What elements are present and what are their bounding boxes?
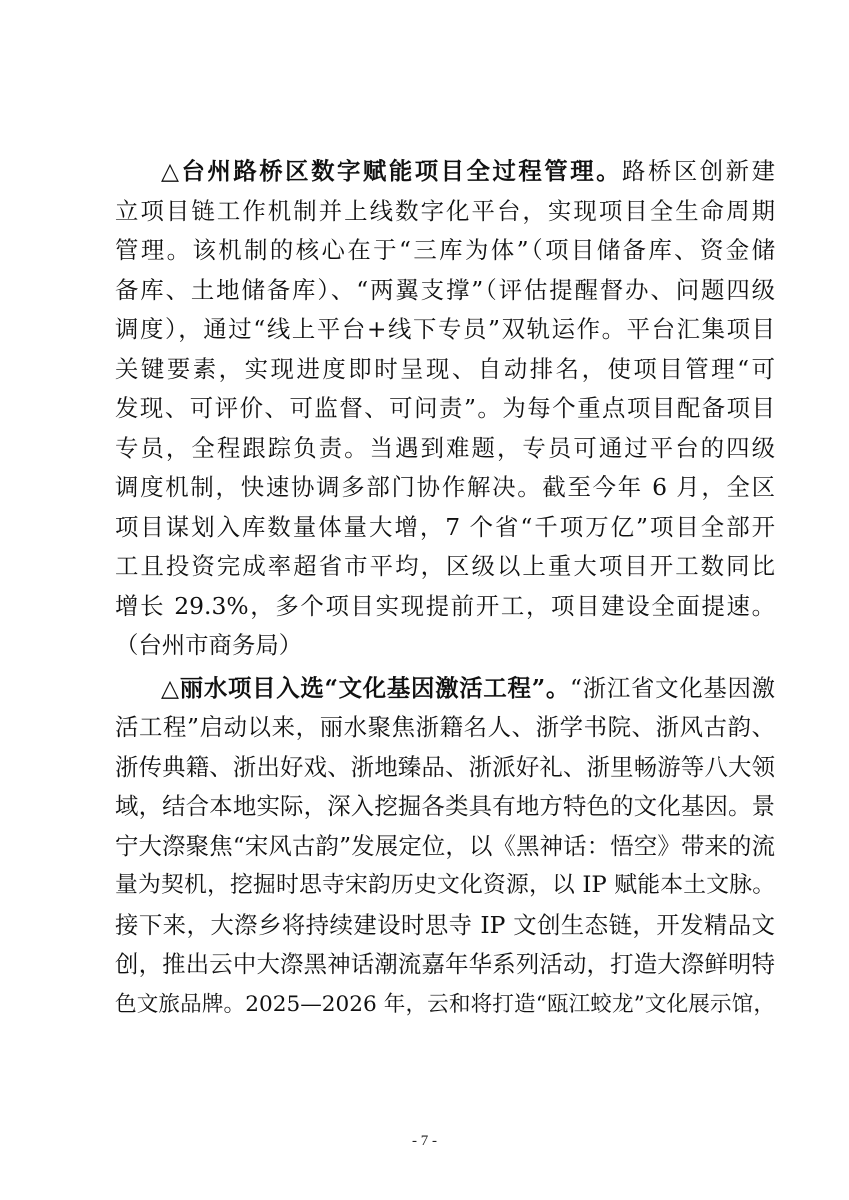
paragraph-1-heading: △台州路桥区数字赋能项目全过程管理。	[161, 157, 623, 185]
paragraph-1-line: 调度机制，快速协调多部门协作解决。截至今年 6 月，全区	[115, 473, 775, 501]
paragraph-2-text: “浙江省文化基因激	[570, 673, 775, 702]
paragraph-1-line: 立项目链工作机制并上线数字化平台，实现项目全生命周期	[115, 196, 775, 225]
paragraph-1-line: 关键要素，实现进度即时呈现、自动排名，使项目管理“可	[115, 354, 775, 383]
paragraph-2-line: 宁大漈聚焦“宋风古韵”发展定位，以《黑神话：悟空》带来的流	[115, 831, 775, 860]
paragraph-1-line: 调度），通过“线上平台+线下专员”双轨运作。平台汇集项目	[115, 315, 775, 343]
paragraph-1-text: 路桥区创新建	[622, 157, 775, 185]
paragraph-2-line: 创，推出云中大漈黑神话潮流嘉年华系列活动，打造大漈鲜明特	[115, 950, 775, 978]
page-number: - 7 -	[412, 1133, 437, 1149]
paragraph-1-line: 管理。该机制的核心在于“三库为体”（项目储备库、资金储	[115, 236, 775, 264]
paragraph-1-line-1	[115, 152, 775, 192]
paragraph-2-line: 域，结合本地实际，深入挖掘各类具有地方特色的文化基因。景	[115, 792, 775, 820]
body-text	[115, 152, 775, 1024]
paragraph-1-line: 发现、可评价、可监督、可问责”。为每个重点项目配备项目	[115, 394, 775, 422]
paragraph-1-line: 专员，全程跟踪负责。当遇到难题，专员可通过平台的四级	[115, 433, 775, 462]
paragraph-2-line: 色文旅品牌。2025—2026 年，云和将打造“瓯江蛟龙”文化展示馆，	[115, 991, 775, 1017]
paragraph-1-line: 工且投资完成率超省市平均，区级以上重大项目开工数同比	[115, 552, 775, 580]
paragraph-2-heading: △丽水项目入选“文化基因激活工程”。	[161, 673, 571, 702]
paragraph-1-line: 增长 29.3%，多个项目实现提前开工，项目建设全面提速。	[115, 591, 775, 620]
paragraph-2-line: 浙传典籍、浙出好戏、浙地臻品、浙派好礼、浙里畅游等八大领	[115, 752, 775, 781]
source-attribution: （台州市商务局）	[115, 631, 303, 659]
paragraph-2-line-1	[115, 669, 775, 709]
paragraph-2-line: 接下来，大漈乡将持续建设时思寺 IP 文创生态链，开发精品文	[115, 910, 775, 939]
paragraph-2-line: 量为契机，挖掘时思寺宋韵历史文化资源，以 IP 赋能本土文脉。	[115, 872, 775, 898]
paragraph-1-line: 项目谋划入库数量体量大增，7 个省“千项万亿”项目全部开	[115, 512, 775, 541]
paragraph-1-line: 备库、土地储备库）、“两翼支撑”（评估提醒督办、问题四级	[115, 275, 775, 304]
paragraph-2-line: 活工程”启动以来，丽水聚焦浙籍名人、浙学书院、浙风古韵、	[115, 713, 775, 741]
